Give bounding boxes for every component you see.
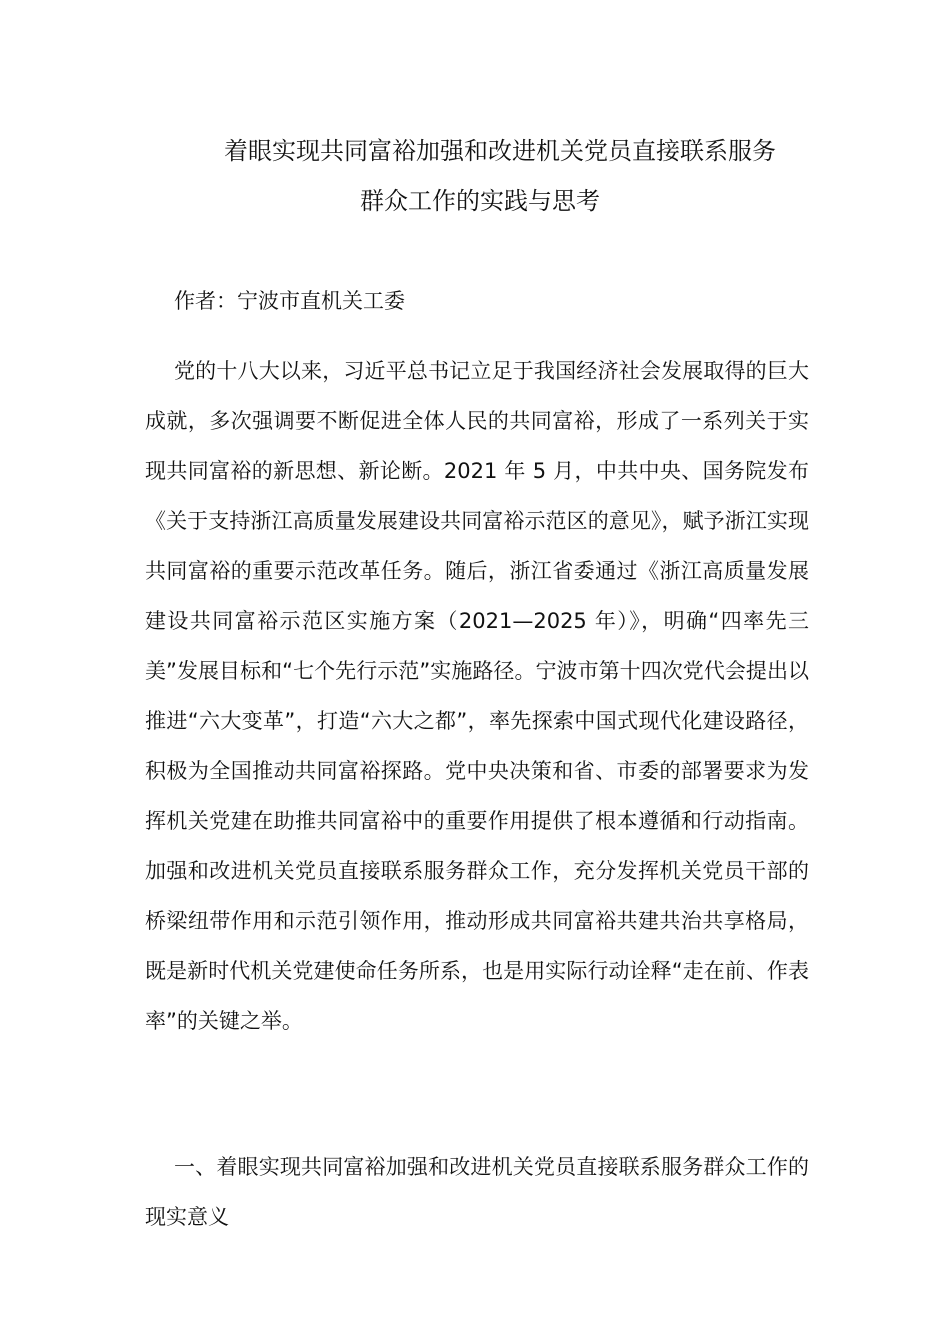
section-heading-1: 一、着眼实现共同富裕加强和改进机关党员直接联系服务群众工作的现实意义 bbox=[145, 1155, 809, 1229]
document-title-line-2: 群众工作的实践与思考 bbox=[360, 187, 600, 215]
intro-paragraph: 党的十八大以来，习近平总书记立足于我国经济社会发展取得的巨大成就，多次强调要不断促进全体人民的共同富裕，形成了一系列关于实现共同富裕的新思想、新论断。2021 年 5 月，中共中央、国务院发布《关于支持浙江高质量发展建设共同富裕示范区的意见》，赋予浙江实现共同富裕的重要示范改革任务。随后，浙江省委通过《浙江高质量发展建设共同富裕示范区实施方案（2021—2025 年）》，明确“四率先三美”发展目标和“七个先行示范”实施路径。宁波市第十四次党代会提出以推进“六大变革”，打造“六大之都”，率先探索中国式现代化建设路径，积极为全国推动共同富裕探路。党中央决策和省、市委的部署要求为发挥机关党建在助推共同富裕中的重要作用提供了根本遵循和行动指南。加强和改进机关党员直接联系服务群众工作，充分发挥机关党员干部的桥梁纽带作用和示范引领作用，推动形成共同富裕共建共治共享格局，既是新时代机关党建使命任务所系，也是用实际行动诠释“走在前、作表率”的关键之举。 bbox=[145, 359, 809, 1033]
document-title-line-1: 着眼实现共同富裕加强和改进机关党员直接联系服务 bbox=[224, 137, 776, 165]
author-line: 作者：宁波市直机关工委 bbox=[174, 289, 405, 313]
